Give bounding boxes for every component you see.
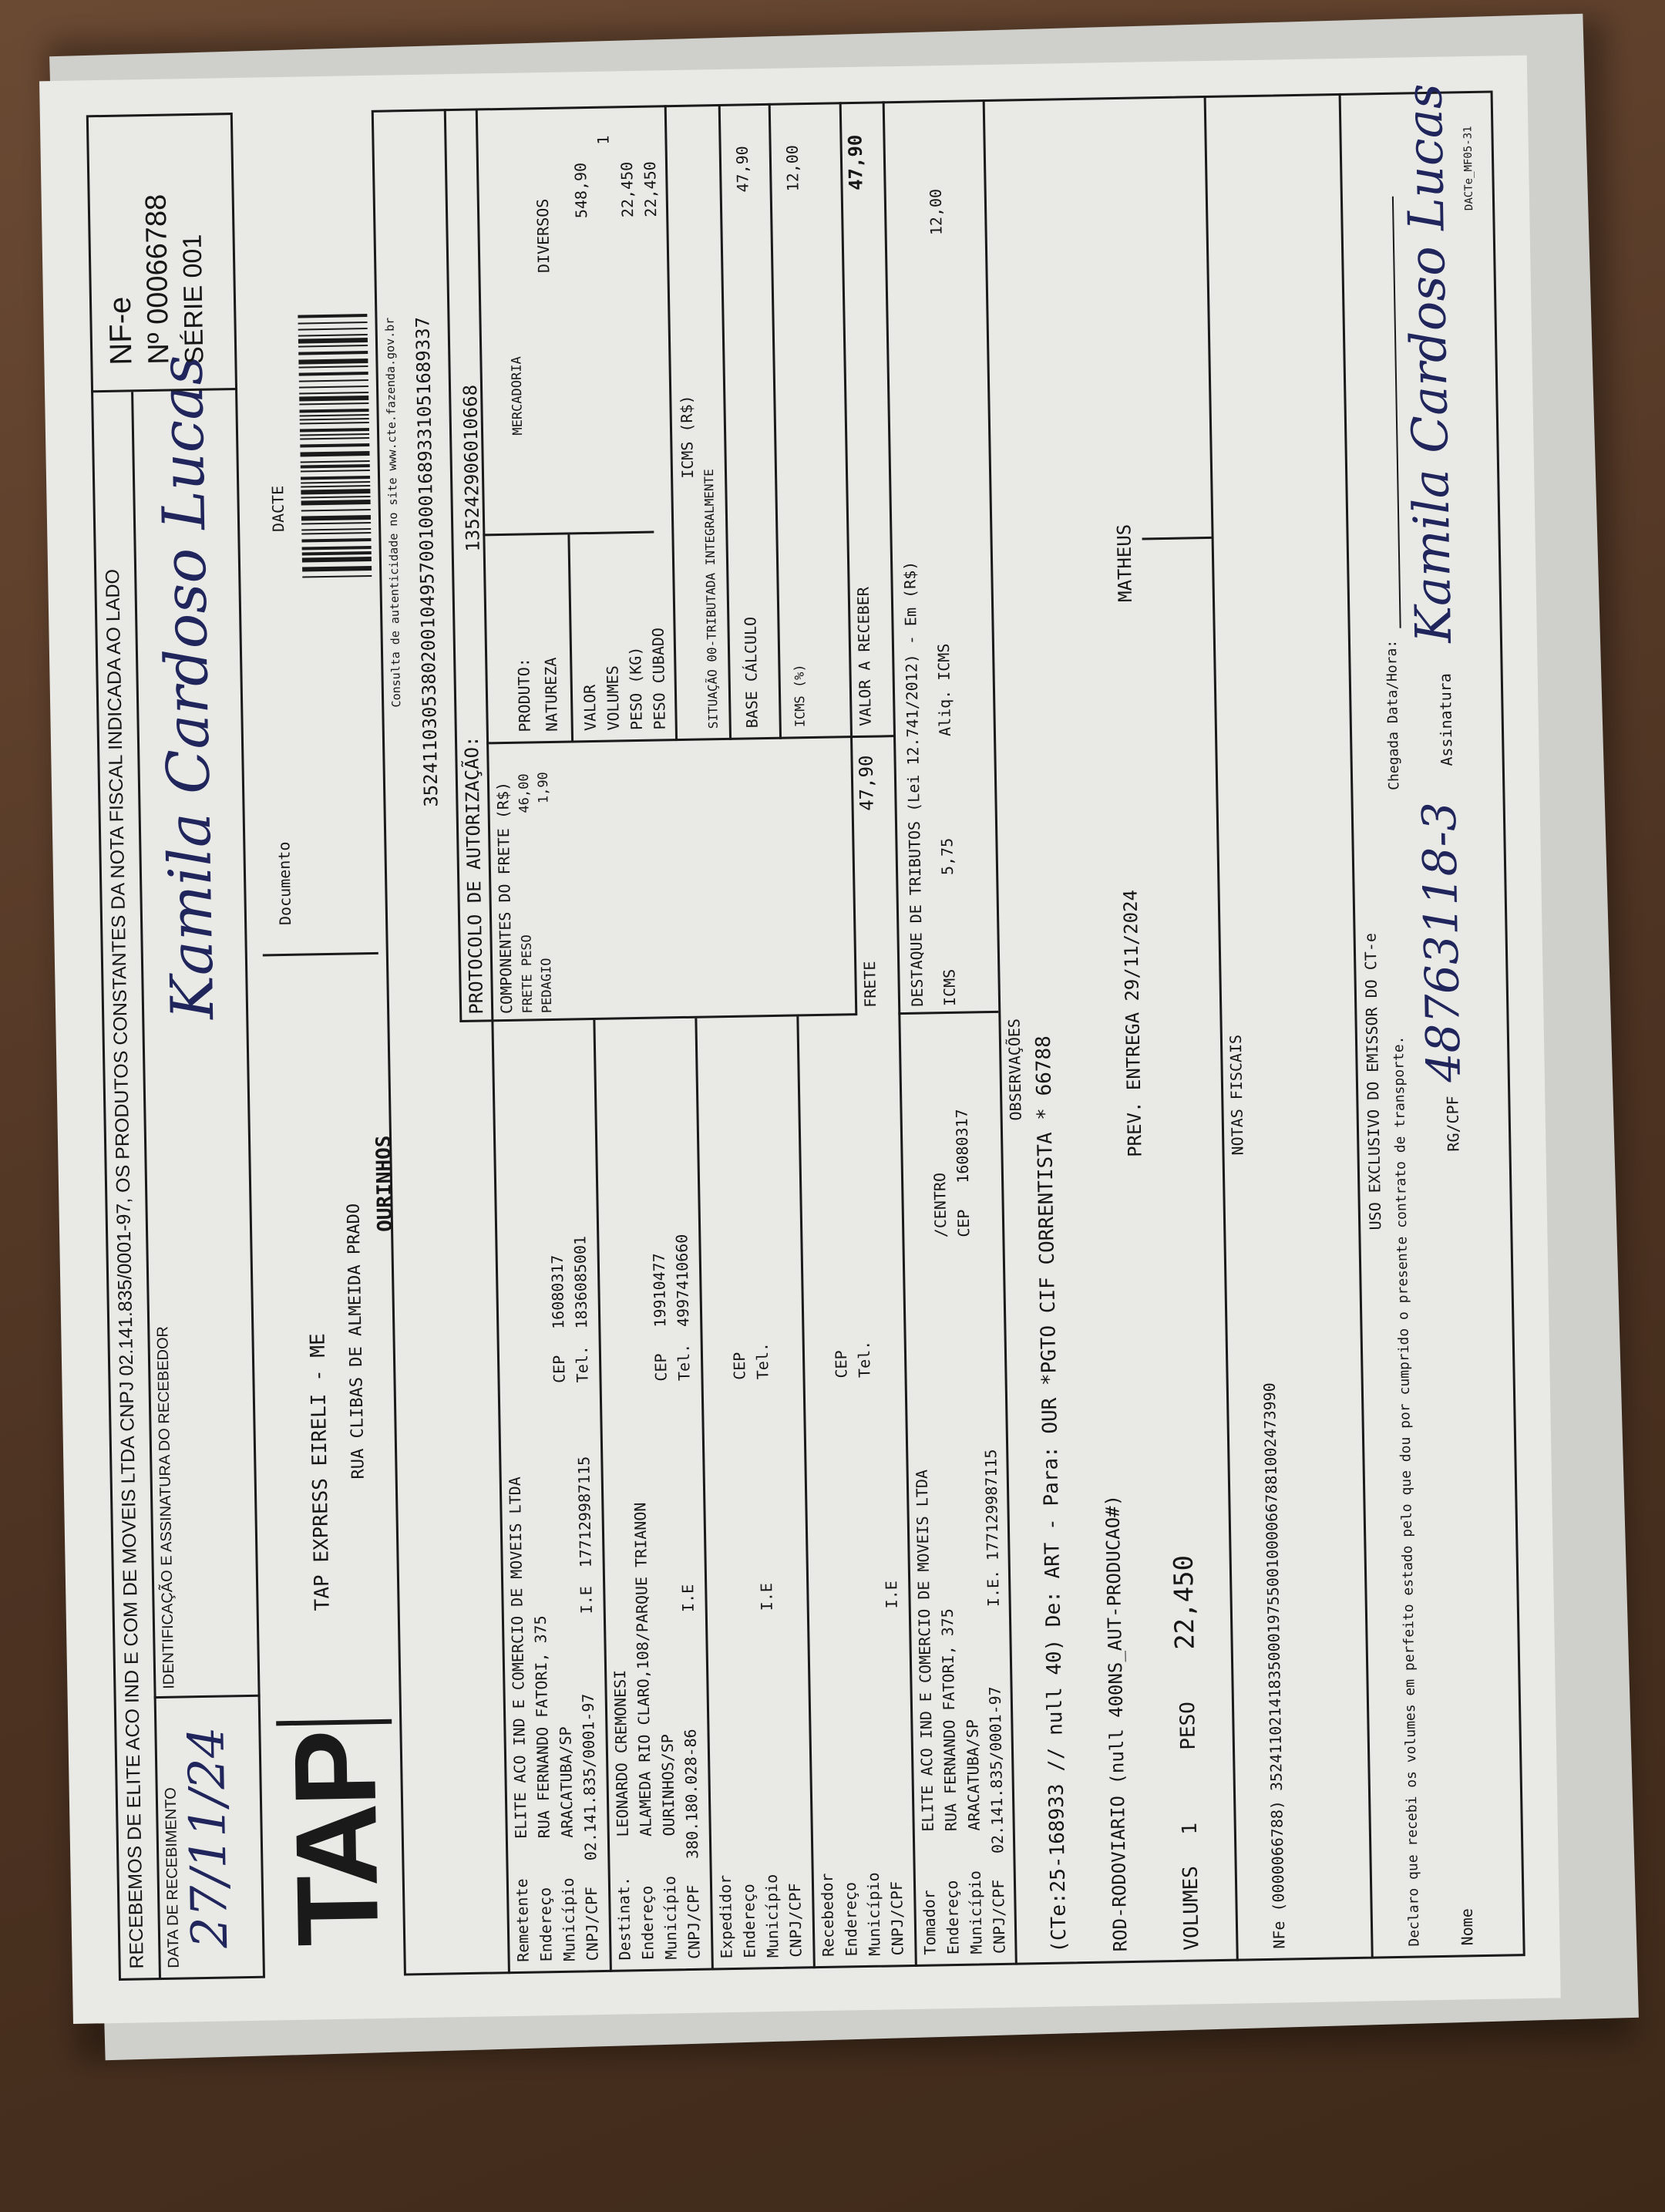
peso-cubado-value: 22,450 <box>640 161 661 217</box>
recebedor-tel-label: Tel. <box>854 1340 874 1379</box>
nome-label: Nome <box>1457 1908 1477 1946</box>
destinatario-cep: 19910477 <box>649 1253 670 1328</box>
barcode-bar <box>301 532 371 535</box>
barcode-bar <box>300 418 369 421</box>
observacoes-line1: (CTe:25-168933 // null 40) De: ART - Para: OUR *PGTO CIF CORRENTISTA * 66788 <box>1031 1035 1071 1953</box>
declaro-text: Declaro que recebi os volumes em perfeito estado pelo que dou por cumprido o presente contrato de transporte. <box>1390 1035 1423 1947</box>
destinatario-doc-label: CNPJ/CPF <box>683 1884 704 1960</box>
tomador-district: /CENTRO <box>930 1172 950 1238</box>
prev-entrega: PREV. ENTREGA 29/11/2024 <box>1119 889 1146 1158</box>
tomador-city-label: Município <box>965 1870 986 1954</box>
base-label: BASE CÁLCULO <box>741 616 762 729</box>
notas-nfe: NFe (0000066788) 35241102141835000197550010000667881002473990 <box>1260 1382 1289 1949</box>
peso-label: PESO (KG) <box>625 646 646 731</box>
barcode-bar <box>300 409 369 413</box>
valor-label: VALOR <box>580 684 600 732</box>
protocol-label: PROTOCOLO DE AUTORIZAÇÃO: <box>460 736 488 1015</box>
barcode-bar <box>301 464 370 469</box>
icms-value: 5,75 <box>937 837 957 876</box>
frete-label: FRETE <box>860 961 880 1008</box>
remetente-ie: 177129987115 <box>574 1456 595 1568</box>
natureza-label: NATUREZA <box>541 657 561 732</box>
valor-value: 548,90 <box>570 162 591 219</box>
destinatario-address: ALAMEDA RIO CLARO,108/PARQUE TRIANON <box>631 1502 655 1837</box>
aliq-label: ICMS (%) <box>792 664 809 728</box>
expedidor-ie-label: I.E <box>757 1582 776 1611</box>
tomador-label: Tomador <box>920 1890 940 1955</box>
valor-receber-value: 47,90 <box>844 134 867 191</box>
icms-label: ICMS (R$) <box>677 395 698 479</box>
barcode-bar <box>300 443 369 448</box>
remetente-tel: 1836085001 <box>570 1235 591 1329</box>
rg-value: 48763118-3 <box>1412 801 1472 1083</box>
barcode-bar <box>302 551 372 556</box>
recebedor-cep-label: CEP <box>831 1350 851 1379</box>
expedidor-city-label: Município <box>762 1874 782 1958</box>
base-value: 47,90 <box>732 146 752 193</box>
barcode-bar <box>298 359 368 365</box>
barcode-bar <box>298 351 368 355</box>
tomador-city: ARACATUBA/SP <box>963 1719 984 1831</box>
protocol-value: 135242906010668 <box>459 384 484 552</box>
obs-peso-value: 22,450 <box>1168 1554 1201 1651</box>
barcode-bar <box>299 392 368 395</box>
tomador-cep-label: CEP <box>954 1209 974 1237</box>
barcode-bar <box>299 386 368 389</box>
barcode-bar <box>301 515 371 521</box>
tomador-ie: 177129987115 <box>981 1449 1002 1561</box>
volumes-label: VOLUMES <box>603 665 623 731</box>
barcode-bar <box>301 460 370 463</box>
barcode-bar <box>302 546 372 550</box>
barcode-bar <box>298 334 368 337</box>
barcode-bar <box>302 566 372 572</box>
receipt-statement: RECEBEMOS DE ELITE ACO IND E COM DE MOVEIS LTDA CNPJ 02.141.835/0001-97, OS PRODUTOS CONSTANTES DA NOTA FISCAL INDICADA AO LADO <box>102 568 148 1969</box>
pedagio-label: PEDAGIO <box>538 958 556 1014</box>
recebedor-label: Recebedor <box>817 1873 838 1958</box>
rg-label: RG/CPF <box>1443 1096 1463 1152</box>
nfe-series: SÉRIE 001 <box>177 234 210 365</box>
barcode-bar <box>301 538 371 543</box>
recebedor-ie-label: I.E <box>882 1581 901 1609</box>
barcode-bar <box>300 428 369 433</box>
notas-label: NOTAS FISCAIS <box>1226 1034 1247 1156</box>
barcode-bar <box>298 328 368 331</box>
uso-exclusivo: USO EXCLUSIVO DO EMISSOR DO CT-e <box>1361 932 1385 1231</box>
frete-peso-value: 46,00 <box>516 773 533 813</box>
tomador-name: ELITE ACO IND E COMERCIO DE MOVEIS LTDA <box>912 1469 937 1832</box>
nfe-label: NF-e <box>103 296 139 365</box>
tributos-label: DESTAQUE DE TRIBUTOS (Lei 12.741/2012) - Em (R$) <box>900 561 927 1007</box>
driver-name: MATHEUS <box>1113 524 1137 603</box>
frete-peso-label: FRETE PESO <box>519 934 536 1014</box>
aliq-word: Aliq. ICMS <box>933 643 955 737</box>
icms-situacao: SITUAÇÃO 00-TRIBUTADA INTEGRALMENTE <box>701 468 721 729</box>
barcode-bar <box>300 451 369 457</box>
remetente-tel-label: Tel. <box>572 1345 592 1383</box>
barcode-bar <box>298 345 368 348</box>
tomador-cep: 16080317 <box>952 1109 973 1183</box>
barcode-bar <box>298 314 367 318</box>
destinatario-city-label: Município <box>660 1875 681 1960</box>
observacoes-label: OBSERVAÇÕES <box>1004 1018 1025 1121</box>
frete-value: 47,90 <box>855 755 878 812</box>
destinatario-doc: 380.180.028-86 <box>681 1729 702 1860</box>
chegada-label: Chegada Data/Hora: <box>1383 639 1403 791</box>
tomador-ie-label: I.E. <box>983 1569 1003 1608</box>
tomador-doc: 02.141.835/0001-97 <box>985 1686 1007 1854</box>
rodoviario-text: ROD-RODOVIARIO (null 400NS_AUT-PRODUCAO#) <box>1102 1494 1132 1952</box>
icms-word: ICMS <box>940 968 960 1007</box>
carrier-address: RUA CLIBAS DE ALMEIDA PRADO <box>344 1203 368 1480</box>
assinatura-label: Assinatura <box>1435 673 1456 766</box>
destinatario-name: LEONARDO CREMONESI <box>610 1669 632 1837</box>
doc-label: Documento <box>274 841 295 926</box>
receipt-date-value: 27/11/24 <box>178 1725 240 1949</box>
receipt-date-label: DATA DE RECEBIMENTO <box>162 1787 183 1968</box>
destinatario-address-label: Endereço <box>637 1885 658 1961</box>
carrier-city: OURINHOS <box>372 1135 398 1233</box>
barcode-bar <box>302 557 372 563</box>
peso-value: 22,450 <box>617 161 637 218</box>
destinatario-cep-label: CEP <box>651 1353 671 1382</box>
nfe-number: Nº 00066788 <box>140 194 176 365</box>
remetente-doc: 02.141.835/0001-97 <box>578 1693 600 1861</box>
valor-receber-label: VALOR A RECEBER <box>853 586 875 727</box>
barcode-bar <box>299 365 368 369</box>
remetente-label: Remetente <box>512 1878 533 1963</box>
remetente-ie-label: I.E <box>577 1585 596 1614</box>
tomador-address-label: Endereço <box>942 1880 963 1955</box>
barcode-bar <box>300 437 369 440</box>
barcode-bar <box>301 509 371 512</box>
barcode-bar <box>299 372 368 376</box>
pedagio-value: 1,90 <box>535 771 552 804</box>
barcode-bar <box>301 522 371 525</box>
expedidor-doc-label: CNPJ/CPF <box>785 1883 806 1958</box>
dacte-document <box>39 56 1561 2024</box>
access-key: 35241103053802001049570010001689331051689337 <box>412 316 442 807</box>
remetente-city-label: Município <box>558 1877 579 1961</box>
barcode-bar <box>301 489 370 495</box>
remetente-city: ARACATUBA/SP <box>556 1726 577 1838</box>
tomador-doc-label: CNPJ/CPF <box>988 1879 1009 1954</box>
components-label: COMPONENTES DO FRETE (R$) <box>493 781 516 1015</box>
produto-label: PRODUTO: <box>514 657 534 732</box>
destinatario-tel: 4997410660 <box>672 1234 693 1328</box>
mercadoria-label: MERCADORIA <box>509 356 526 436</box>
barcode-bar <box>301 500 371 506</box>
remetente-address-label: Endereço <box>536 1887 556 1962</box>
mercadoria-value: DIVERSOS <box>533 198 553 274</box>
aliq-value: 12,00 <box>782 144 802 192</box>
access-key-barcode <box>294 130 372 577</box>
remetente-cep-label: CEP <box>549 1355 569 1384</box>
barcode-bar <box>302 575 372 578</box>
barcode-bar <box>299 379 368 382</box>
barcode-bar <box>300 422 369 425</box>
barcode-bar <box>298 322 368 325</box>
recebedor-city-label: Município <box>863 1872 884 1957</box>
barcode-bar <box>301 496 370 499</box>
obs-volumes-value: 1 <box>1178 1822 1202 1835</box>
expedidor-cep-label: CEP <box>729 1352 749 1380</box>
barcode-bar <box>300 414 369 417</box>
barcode-bar <box>301 476 370 480</box>
expedidor-tel-label: Tel. <box>752 1342 772 1380</box>
remetente-cep: 16080317 <box>547 1254 568 1330</box>
receipt-signature: Kamila Cardoso Lucas <box>146 354 227 1020</box>
consult-note: Consulta de autenticidade no site www.cte.fazenda.gov.br <box>382 317 404 708</box>
tomador-address: RUA FERNANDO FATORI, 375 <box>937 1608 960 1832</box>
carrier-name: TAP EXPRESS EIRELI - ME <box>306 1333 335 1611</box>
volumes-value: 1 <box>594 135 613 145</box>
remetente-address: RUA FERNANDO FATORI, 375 <box>530 1615 553 1839</box>
destinatario-label: Destinat. <box>614 1876 634 1961</box>
destinatario-ie-label: I.E <box>678 1584 698 1613</box>
barcode-bar <box>300 433 369 436</box>
barcode-bar <box>301 470 370 473</box>
barcode-bar <box>301 528 371 531</box>
remetente-doc-label: CNPJ/CPF <box>581 1886 602 1961</box>
form-code: DACTe_MF05-31 <box>1462 126 1476 211</box>
footer-signature: Kamila Cardoso Lucas <box>1396 82 1464 644</box>
barcode-bar <box>301 485 370 488</box>
aliq-icms-value: 12,00 <box>926 188 946 236</box>
obs-peso-label: PESO <box>1176 1701 1201 1750</box>
destinatario-tel-label: Tel. <box>674 1343 694 1382</box>
destinatario-city: OURINHOS/SP <box>658 1733 678 1837</box>
carrier-logo: TAP <box>276 1719 395 1947</box>
barcode-bar <box>301 481 370 484</box>
recebedor-doc-label: CNPJ/CPF <box>886 1880 907 1956</box>
peso-cubado-label: PESO CUBADO <box>648 627 669 730</box>
barcode-bar <box>299 396 368 402</box>
receipt-id-label: IDENTIFICAÇÃO E ASSINATURA DO RECEBEDOR <box>154 1325 178 1689</box>
dacte-title: DACTE <box>268 485 288 533</box>
barcode-bar <box>299 402 368 406</box>
obs-volumes-label: VOLUMES <box>1179 1865 1204 1951</box>
remetente-name: ELITE ACO IND E COMERCIO DE MOVEIS LTDA <box>505 1476 530 1840</box>
recebedor-address-label: Endereço <box>840 1881 861 1957</box>
barcode-bar <box>298 338 368 344</box>
expedidor-label: Expedidor <box>715 1874 736 1959</box>
expedidor-address-label: Endereço <box>738 1884 759 1958</box>
